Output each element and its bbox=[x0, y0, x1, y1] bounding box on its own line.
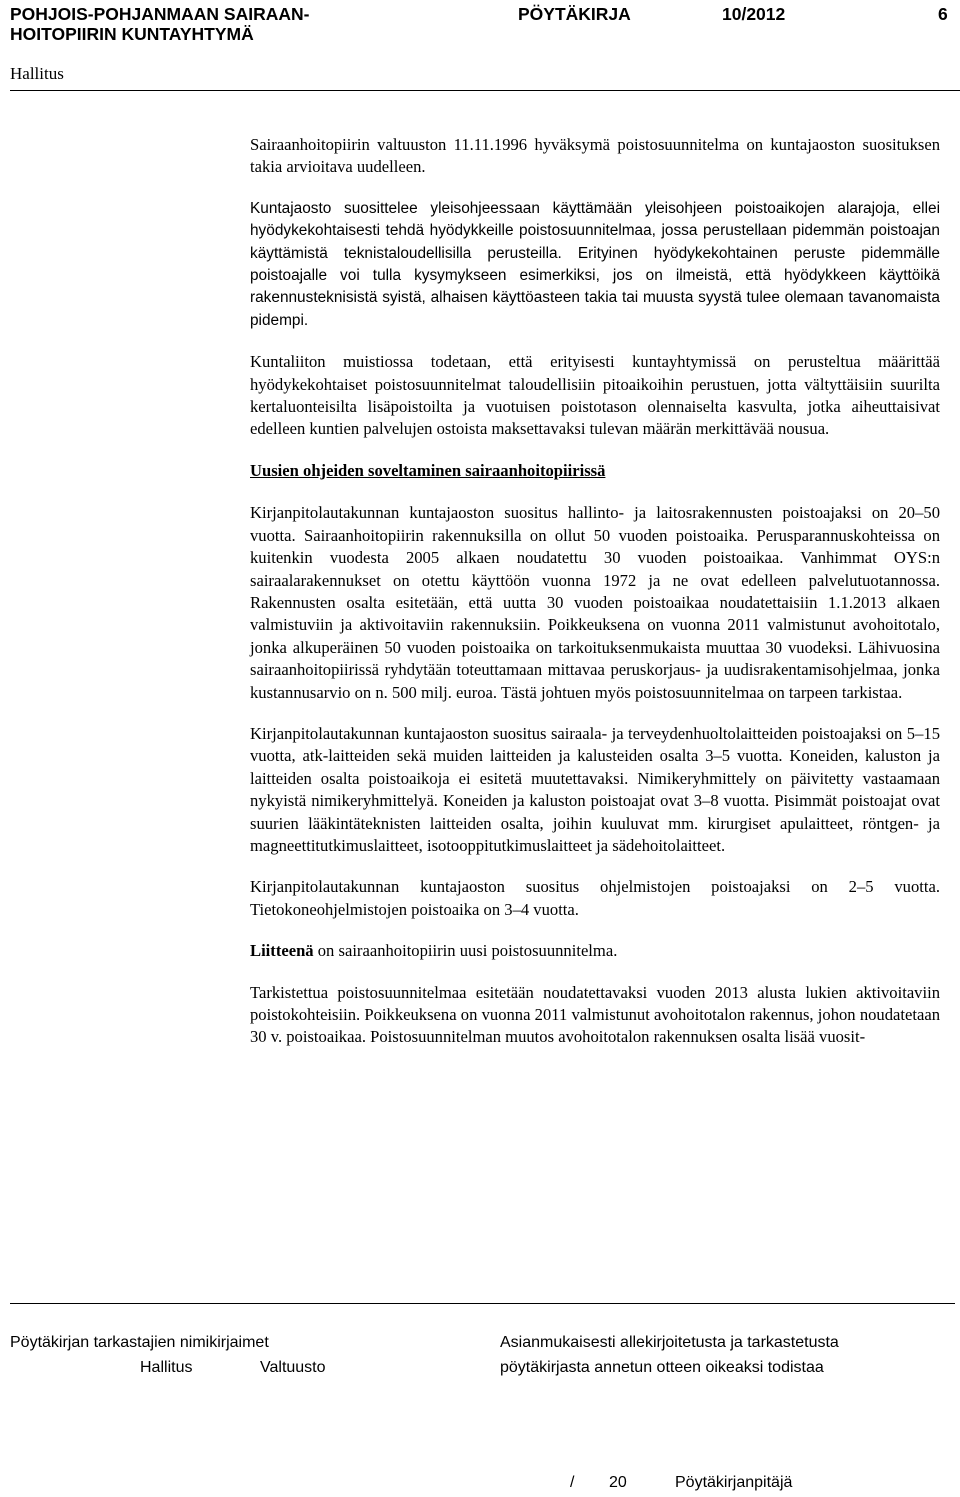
minutes-keeper-label: Pöytäkirjanpitäjä bbox=[675, 1474, 793, 1491]
page-number: 6 bbox=[938, 4, 948, 24]
page-header bbox=[10, 0, 950, 92]
paragraph-3: Kuntaliiton muistiossa todetaan, että erityisesti kuntayhtymissä on perusteltua määrittää hyödykekohtaiset poistosuunnitelmat taloudellisiin pitoaikoihin perustuen, jotta vältyttäisiin suurilta kertaluonteisilta lisäpoistoilta ja vuotuisen poistotason olennaiselta kasvulta, jotka aiheuttaisivat edelleen kuntien palvelujen ostoista maksettavaksi tulevan määrän merkittävää nousua. bbox=[250, 352, 940, 439]
document-number: 10/2012 bbox=[722, 4, 786, 24]
reviewers-council-label: Valtuusto bbox=[260, 1359, 326, 1376]
reviewers-initials-title: Pöytäkirjan tarkastajien nimikirjaimet bbox=[10, 1334, 269, 1351]
attachment-label: Liitteenä bbox=[250, 941, 314, 961]
paragraph-2: Kuntajaosto suosittelee yleisohjeessaan käyttämään yleisohjeen poistoaikojen alarajoja, ellei hyödykekohtaisesti tehdä hyödykkeille poistosuunnitelmaa, jossa perustellaan pidemmän poistoajan käyttämistä teknistaloudellisilla perusteilla. Erityinen hyödykekohtainen peruste pidemmälle poistoajalle voi tulla kysymykseen esimerkiksi, jos on ilmeistä, että hyödykkeen käyttöikä rakennusteknisistä syistä, alhaisen käyttöasteen takia tai muusta syystä tulee olemaan tavanomaista pidempi. bbox=[250, 199, 940, 329]
section-heading: Uusien ohjeiden soveltaminen sairaanhoitopiirissä bbox=[250, 460, 606, 480]
date-year-prefix: 20 bbox=[609, 1474, 627, 1491]
header-divider bbox=[10, 90, 960, 91]
organization-name bbox=[10, 4, 309, 44]
footer-divider bbox=[10, 1303, 955, 1304]
paragraph-8: Tarkistettua poistosuunnitelmaa esitetään noudatettavaksi vuoden 2013 alusta lukien aktivoitaviin poistokohteisiin. Poikkeuksena on vuonna 2011 valmistunut avohoitotalon rakennus, johon noudatetaan 30 v. poistoaikaa. Poistosuunnitelman muutos avohoitotalon rakennuksen osalta lisää vuosit- bbox=[250, 982, 940, 1047]
paragraph-5: Kirjanpitolautakunnan kuntajaoston suositus sairaala- ja terveydenhuoltolaitteiden poistoajaksi on 5–15 vuotta, atk-laitteiden sekä muiden laitteiden ja kalusteiden osalta 3–5 vuotta. Koneiden, kaluston ja laitteiden osalta poistoaikoja ei esitetä muutettavaksi. Nimikeryhmittely on päivitetty vastaamaan nykyistä nimikeryhmittelyä. Koneiden ja kaluston poistoajat ovat 3–8 vuotta. Pisimmät poistoajat ovat suurien lääkintäteknisten laitteiden osalta, joihin kuuluvat mm. kirurgiset apulaitteet, röntgen- ja magneettitutkimuslaitteet, isotooppitutkimuslaitteet ja sädehoitolaitteet. bbox=[250, 723, 940, 855]
organization-name-line1: POHJOIS-POHJANMAAN SAIRAAN- bbox=[10, 4, 310, 24]
paragraph-4: Kirjanpitolautakunnan kuntajaoston suositus hallinto- ja laitosrakennusten poistoajaksi on 20–50 vuotta. Sairaanhoitopiirin rakennuksilla on ollut 50 vuoden poistoaika. Perusparannuskohteissa on kuitenkin vuodesta 2005 alkaen noudatettu 30 vuoden poistoaikaa. Vanhimmat OYS:n sairaalarakennukset on otettu käyttöön vuonna 1972 ja ne ovat edelleen palvelutuotannossa. Rakennusten osalta esitetään, että uutta 30 vuoden poistoaikaa noudatettaisiin 1.1.2013 alkaen valmistuviin ja aktivoitaviin rakennuksiin. Poikkeuksena on vuonna 2011 valmistunut avohoitotalo, jonka alkuperäinen 50 vuoden poistoaika on tarkoituksenmukaista muuttaa 30 vuodeksi. Lähivuosina sairaanhoitopiirissä ryhdytään toteuttamaan mittavaa peruskorjaus- ja uudisrakentamisohjelmaa, jonka kustannusarvio on n. 500 milj. euroa. Tästä johtuen myös poistosuunnitelmaa on tarpeen tarkistaa. bbox=[250, 503, 940, 702]
page-footer bbox=[10, 1303, 955, 1497]
paragraph-1: Sairaanhoitopiirin valtuuston 11.11.1996 hyväksymä poistosuunnitelma on kuntajaoston suosituksen takia arvioitava uudelleen. bbox=[250, 135, 940, 177]
paragraph-7 bbox=[250, 940, 940, 962]
document-body bbox=[250, 134, 940, 1068]
date-slash: / bbox=[570, 1474, 575, 1491]
document-type: PÖYTÄKIRJA bbox=[518, 4, 631, 24]
certification-text-line2: pöytäkirjasta annetun otteen oikeaksi todistaa bbox=[500, 1359, 824, 1376]
section-name: Hallitus bbox=[10, 64, 64, 83]
attachment-text: on sairaanhoitopiirin uusi poistosuunnitelma. bbox=[313, 941, 618, 961]
reviewers-board-label: Hallitus bbox=[140, 1359, 193, 1376]
organization-name-line2: HOITOPIIRIN KUNTAYHTYMÄ bbox=[10, 24, 254, 44]
paragraph-6: Kirjanpitolautakunnan kuntajaoston suositus ohjelmistojen poistoajaksi on 2–5 vuotta. Tietokoneohjelmistojen poistoaika on 3–4 vuotta. bbox=[250, 877, 940, 919]
certification-text-line1: Asianmukaisesti allekirjoitetusta ja tarkastetusta bbox=[500, 1334, 839, 1351]
